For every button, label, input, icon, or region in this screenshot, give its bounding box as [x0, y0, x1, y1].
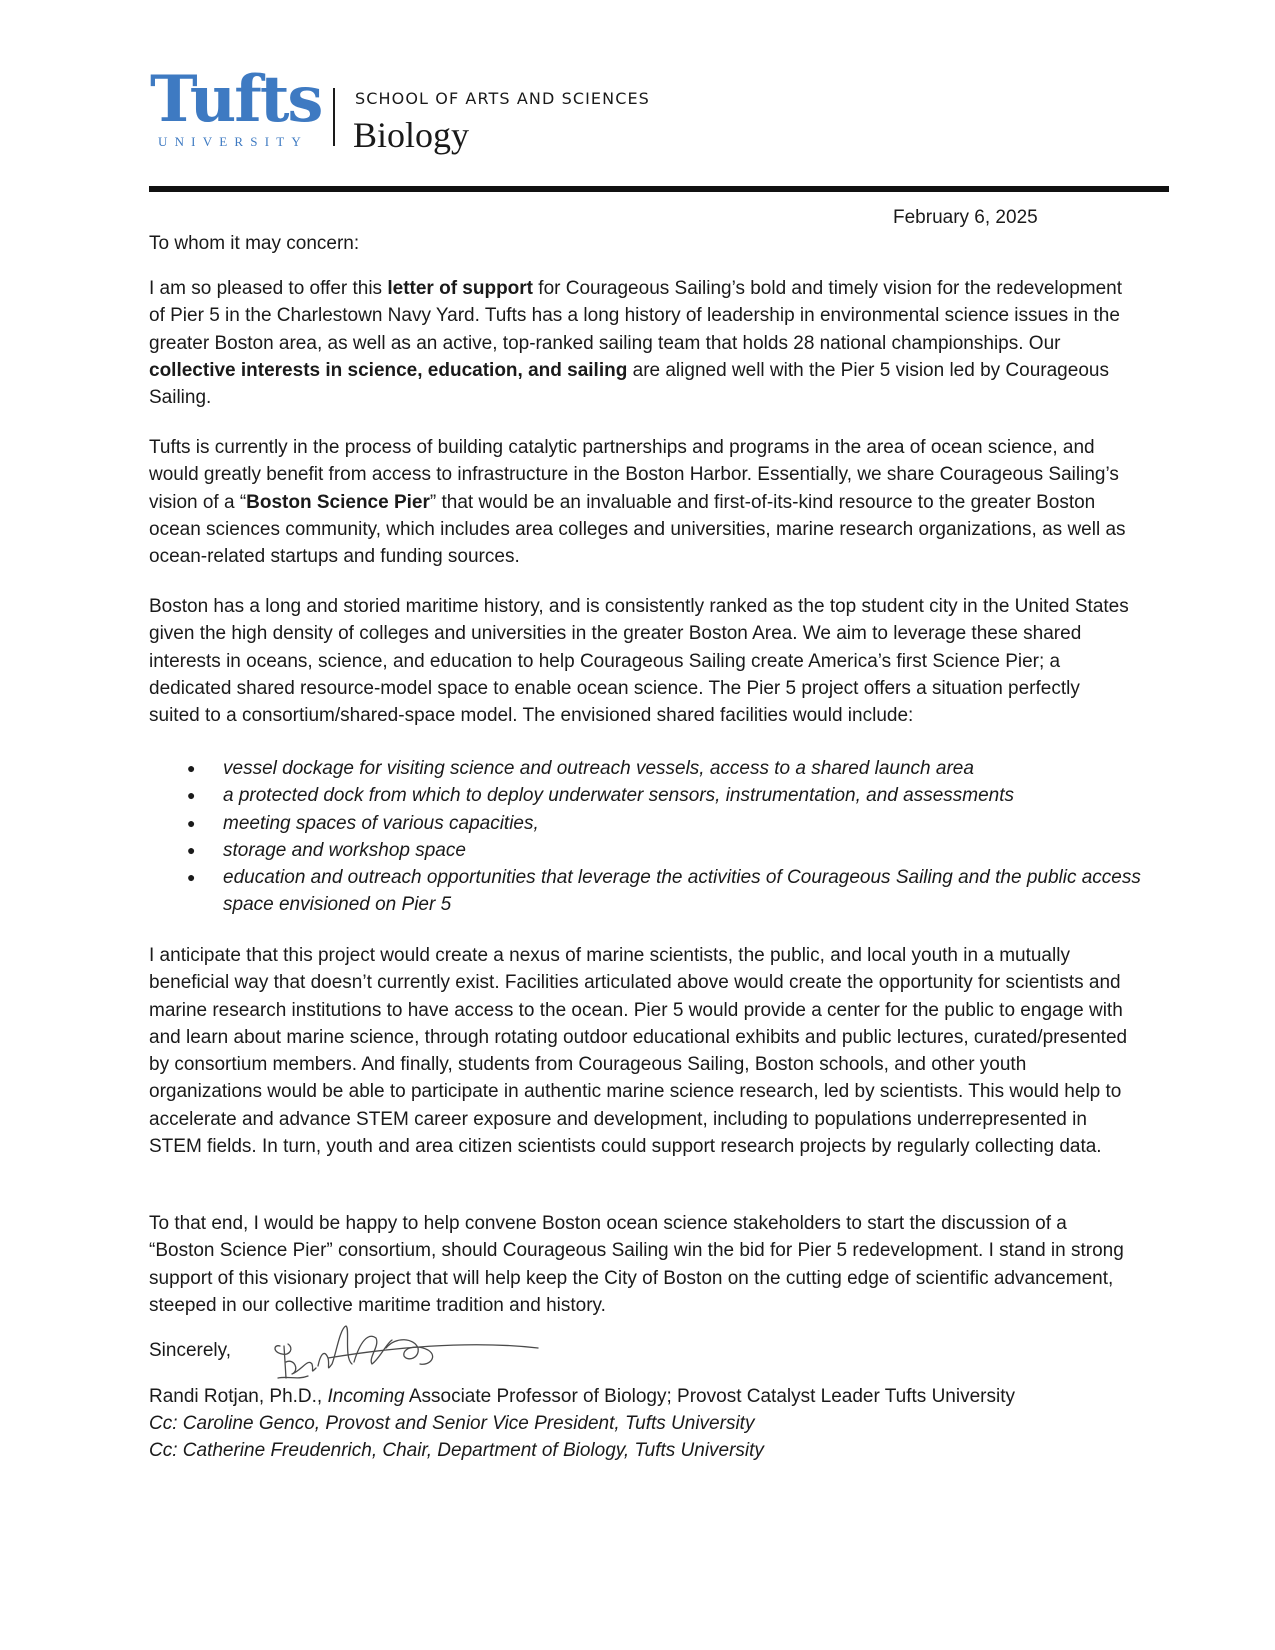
list-item: ● education and outreach opportunities that leverage the activities of Courageous Sailing and the public access space envisioned on Pier 5: [149, 864, 1149, 919]
bullet-icon: ●: [187, 787, 196, 804]
list-item: ● vessel dockage for visiting science and outreach vessels, access to a shared launch area: [149, 755, 1149, 782]
list-item: ● storage and workshop space: [149, 837, 1149, 864]
emphasis-collective-interests: collective interests in science, education, and sailing: [149, 359, 628, 381]
bullet-icon: ●: [187, 841, 196, 858]
paragraph-support: I am so pleased to offer this letter of support for Courageous Sailing’s bold and timely vision for the redevelopment of Pier 5 in the Charlestown Navy Yard. Tufts has a long history of leadership in environmental science issues in the greater Boston area, as well as an active, top-ranked sailing team that holds 28 national championships. Our collective interests in science, education, and sailing are aligned well with the Pier 5 vision led by Courageous Sailing.: [149, 278, 1122, 409]
letterhead-divider: [333, 88, 335, 146]
tufts-logo-subtitle: UNIVERSITY: [158, 134, 308, 149]
letterhead: [150, 62, 850, 155]
letter-date: February 6, 2025: [893, 207, 1038, 228]
tufts-logo: Tufts: [150, 62, 322, 137]
salutation: To whom it may concern:: [149, 233, 360, 254]
bullet-icon: ●: [187, 869, 196, 886]
emphasis-letter-of-support: letter of support: [387, 278, 534, 299]
signature-image: [268, 1318, 548, 1386]
paragraph-maritime-history: Boston has a long and storied maritime history, and is consistently ranked as the top student city in the United States given the high density of colleges and universities in the greater Boston Area. We aim to leverage these shared interests in oceans, science, and education to help Courageous Sailing create America’s first Science Pier; a dedicated shared resource-model space to enable ocean science. The Pier 5 project offers a situation perfectly suited to a consortium/shared-space model. The envisioned shared facilities would include:: [149, 596, 1129, 727]
list-item: ● a protected dock from which to deploy underwater sensors, instrumentation, and assessments: [149, 782, 1149, 809]
department-name: Biology: [353, 115, 470, 155]
school-name: SCHOOL OF ARTS AND SCIENCES: [355, 89, 650, 108]
emphasis-boston-science-pier: Boston Science Pier: [246, 491, 430, 513]
bullet-icon: ●: [187, 814, 196, 831]
closing: Sincerely,: [149, 1340, 232, 1361]
signer-name-title: Randi Rotjan, Ph.D., Incoming Associate Professor of Biology; Provost Catalyst Leader Tufts University: [149, 1386, 1015, 1407]
list-item: ● meeting spaces of various capacities,: [149, 810, 1149, 837]
header-rule: [149, 186, 1169, 192]
cc-chair: Cc: Catherine Freudenrich, Chair, Department of Biology, Tufts University: [149, 1440, 764, 1461]
paragraph-nexus: I anticipate that this project would create a nexus of marine scientists, the public, and local youth in a mutually beneficial way that doesn’t currently exist. Facilities articulated above would create the opportunity for scientists and marine research institutions to have access to the ocean. Pier 5 would provide a center for the public to engage with and learn about marine science, through rotating outdoor educational exhibits and public lectures, curated/presented by consortium members. And finally, students from Courageous Sailing, Boston schools, and other youth organizations would be able to participate in authentic marine science research, led by scientists. This would help to accelerate and advance STEM career exposure and development, including to populations underrepresented in STEM fields. In turn, youth and area citizen scientists could support research projects by regularly collecting data.: [149, 945, 1128, 1158]
bullet-icon: ●: [187, 760, 196, 776]
cc-provost: Cc: Caroline Genco, Provost and Senior Vice President, Tufts University: [149, 1413, 755, 1434]
paragraph-conclusion: To that end, I would be happy to help convene Boston ocean science stakeholders to start the discussion of a “Boston Science Pier” consortium, should Courageous Sailing win the bid for Pier 5 redevelopment. I stand in strong support of this visionary project that will help keep the City of Boston on the cutting edge of scientific advancement, steeped in our collective maritime tradition and history.: [149, 1213, 1124, 1316]
facilities-list: [149, 755, 1149, 919]
paragraph-partnerships: Tufts is currently in the process of building catalytic partnerships and programs in the area of ocean science, and would greatly benefit from access to infrastructure in the Boston Harbor. Essentially, we share Courageous Sailing’s vision of a “Boston Science Pier” that would be an invaluable and first-of-its-kind resource to the greater Boston ocean sciences community, which includes area colleges and universities, marine research organizations, as well as ocean-related startups and funding sources.: [149, 437, 1126, 568]
